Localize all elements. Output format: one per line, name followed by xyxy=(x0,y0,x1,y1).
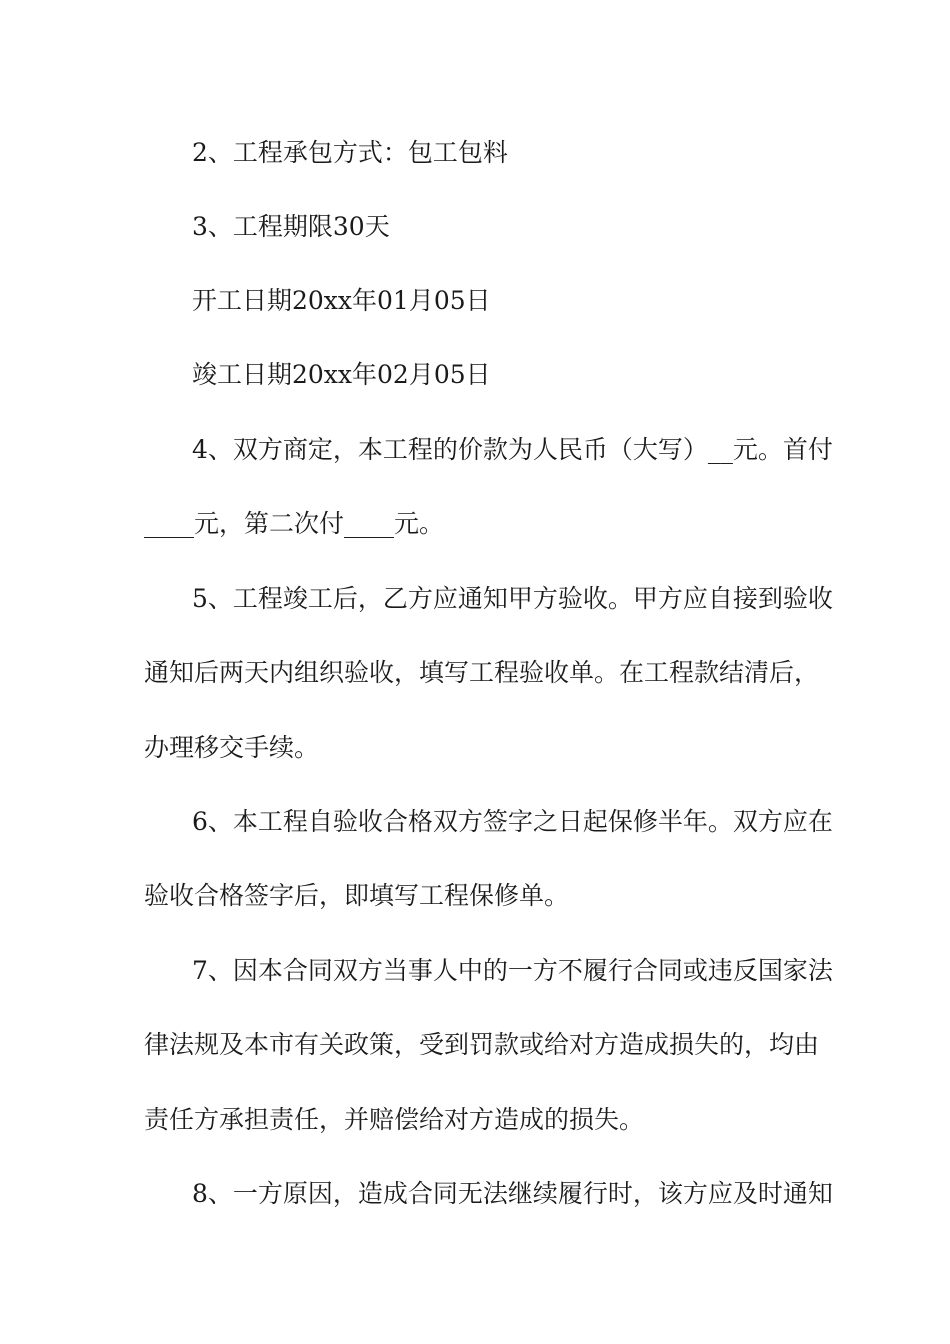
clause-5-acceptance-line-3: 办理移交手续。 xyxy=(144,733,320,762)
completion-date: 竣工日期20xx年02月05日 xyxy=(192,360,491,389)
clause-5-acceptance-line-2: 通知后两天内组织验收，填写工程验收单。在工程款结清后， xyxy=(144,658,820,687)
clause-6-warranty-line-1: 6、本工程自验收合格双方签字之日起保修半年。双方应在 xyxy=(192,807,833,836)
clause-7-liability-line-1: 7、因本合同双方当事人中的一方不履行合同或违反国家法 xyxy=(192,956,833,985)
clause-2-contract-method: 2、工程承包方式：包工包料 xyxy=(192,138,508,167)
clause-4-price-line-1: 4、双方商定，本工程的价款为人民币（大写）__元。首付 xyxy=(192,435,833,464)
clause-7-liability-line-3: 责任方承担责任，并赔偿给对方造成的损失。 xyxy=(144,1105,645,1134)
clause-6-warranty-line-2: 验收合格签字后，即填写工程保修单。 xyxy=(144,881,570,910)
clause-3-duration: 3、工程期限30天 xyxy=(192,212,390,241)
clause-8-termination-line-1: 8、一方原因，造成合同无法继续履行时，该方应及时通知 xyxy=(192,1179,833,1208)
clause-5-acceptance-line-1: 5、工程竣工后，乙方应通知甲方验收。甲方应自接到验收 xyxy=(192,584,833,613)
clause-4-price-line-2: ____元，第二次付____元。 xyxy=(144,509,445,538)
clause-7-liability-line-2: 律法规及本市有关政策，受到罚款或给对方造成损失的，均由 xyxy=(144,1030,820,1059)
start-date: 开工日期20xx年01月05日 xyxy=(192,286,491,315)
